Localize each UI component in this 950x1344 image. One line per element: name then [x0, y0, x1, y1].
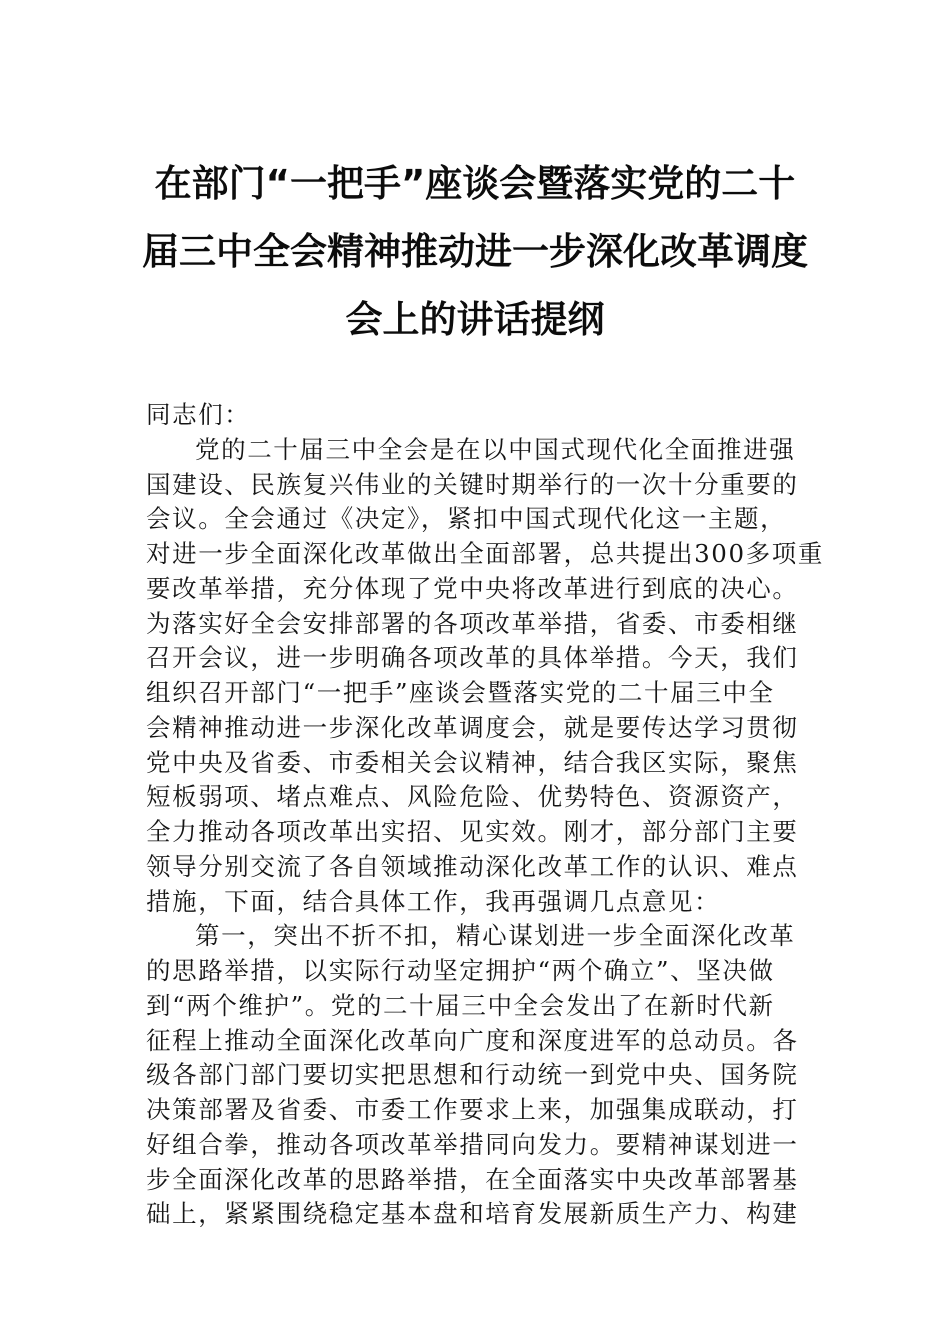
- paragraph-line: 短板弱项、堵点难点、风险危险、优势特色、资源资产，: [146, 782, 799, 812]
- title-line-1: 在部门“一把手”座谈会暨落实党的二十: [154, 162, 796, 205]
- paragraph-line: 党中央及省委、市委相关会议精神，结合我区实际，聚焦: [146, 747, 799, 777]
- document-title: [120, 150, 830, 354]
- title-line-3: 会上的讲话提纲: [345, 298, 605, 341]
- paragraph-line: 全力推动各项改革出实招、见实效。刚才，部分部门主要: [146, 817, 799, 846]
- paragraph-line: 要改革举措，充分体现了党中央将改革进行到底的决心。: [146, 573, 799, 603]
- paragraph-line: 的思路举措，以实际行动坚定拥护“两个确立”、坚决做: [146, 956, 775, 985]
- paragraph-line: 领导分别交流了各自领域推动深化改革工作的认识、难点: [146, 851, 799, 881]
- title-line-2: 届三中全会精神推动进一步深化改革调度: [142, 230, 808, 273]
- paragraph-line: 到“两个维护”。党的二十届三中全会发出了在新时代新: [146, 990, 775, 1020]
- paragraph-intro: [146, 433, 824, 920]
- document-body: [146, 398, 824, 1232]
- paragraph-line: 会议。全会通过《决定》，紧扣中国式现代化这一主题，: [146, 504, 787, 534]
- paragraph-line: 为落实好全会安排部署的各项改革举措，省委、市委相继: [146, 608, 799, 638]
- paragraph-line: 级各部门部门要切实把思想和行动统一到党中央、国务院: [146, 1060, 799, 1090]
- paragraph-line: 对进一步全面深化改革做出全面部署，总共提出300多项重: [146, 539, 824, 568]
- paragraph-line: 好组合拳，推动各项改革举措同向发力。要精神谋划进一: [146, 1129, 799, 1159]
- paragraph-line: 础上，紧紧围绕稳定基本盘和培育发展新质生产力、构建: [146, 1199, 799, 1229]
- paragraph-line: 征程上推动全面深化改革向广度和深度进军的总动员。各: [146, 1025, 799, 1055]
- paragraph-line: 国建设、民族复兴伟业的关键时期举行的一次十分重要的: [146, 469, 799, 499]
- paragraph-line: 第一，突出不折不扣，精心谋划进一步全面深化改革: [195, 921, 796, 951]
- paragraph-line: 召开会议，进一步明确各项改革的具体举措。今天，我们: [146, 643, 799, 673]
- paragraph-point-one: [146, 919, 808, 1232]
- paragraph-line: 会精神推动进一步深化改革调度会，就是要传达学习贯彻: [146, 712, 799, 742]
- salutation: 同志们：: [146, 400, 251, 429]
- paragraph-line: 措施，下面，结合具体工作，我再强调几点意见：: [146, 886, 721, 916]
- paragraph-line: 决策部署及省委、市委工作要求上来，加强集成联动，打: [146, 1095, 799, 1124]
- paragraph-line: 党的二十届三中全会是在以中国式现代化全面推进强: [195, 434, 796, 464]
- paragraph-line: 组织召开部门“一把手”座谈会暨落实党的二十届三中全: [146, 678, 775, 707]
- paragraph-line: 步全面深化改革的思路举措，在全面落实中央改革部署基: [146, 1164, 799, 1194]
